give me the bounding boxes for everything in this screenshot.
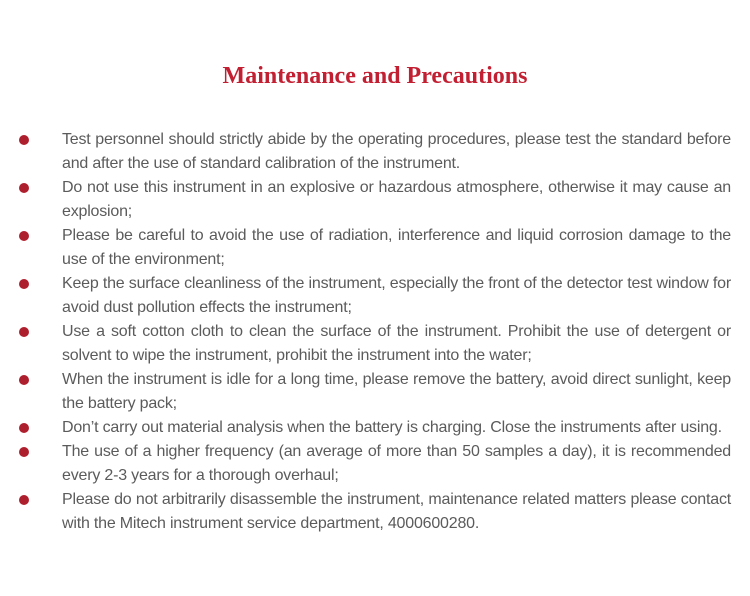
list-item-text: Please do not arbitrarily disassemble the instrument, maintenance related matters please contact with the Mitech instrument service department, 4000600280. (62, 491, 731, 532)
list-item-text: The use of a higher frequency (an average of more than 50 samples a day), it is recommended every 2-3 years for a thorough overhaul; (62, 443, 731, 484)
list-item-text: When the instrument is idle for a long time, please remove the battery, avoid direct sunlight, keep the battery pack; (62, 371, 731, 412)
list-item (0, 272, 750, 320)
bullet-icon (19, 135, 29, 145)
bullet-icon (19, 375, 29, 385)
list-item (0, 416, 750, 440)
list-item (0, 128, 750, 176)
list-item-text: Test personnel should strictly abide by the operating procedures, please test the standard before and after the use of standard calibration of the instrument. (62, 131, 731, 172)
bullet-icon (19, 183, 29, 193)
bullet-icon (19, 231, 29, 241)
list-item-text: Don’t carry out material analysis when the battery is charging. Close the instruments after using. (62, 419, 722, 436)
precautions-list (0, 128, 750, 536)
list-item (0, 224, 750, 272)
list-item (0, 320, 750, 368)
list-item-text: Do not use this instrument in an explosive or hazardous atmosphere, otherwise it may cause an explosion; (62, 179, 731, 220)
list-item-text: Please be careful to avoid the use of radiation, interference and liquid corrosion damage to the use of the environment; (62, 227, 731, 268)
list-item (0, 440, 750, 488)
list-item (0, 368, 750, 416)
bullet-icon (19, 279, 29, 289)
list-item (0, 176, 750, 224)
list-item-text: Use a soft cotton cloth to clean the surface of the instrument. Prohibit the use of detergent or solvent to wipe the instrument, prohibit the instrument into the water; (62, 323, 731, 364)
bullet-icon (19, 423, 29, 433)
bullet-icon (19, 495, 29, 505)
list-item (0, 488, 750, 536)
list-item-text: Keep the surface cleanliness of the instrument, especially the front of the detector test window for avoid dust pollution effects the instrument; (62, 275, 731, 316)
bullet-icon (19, 327, 29, 337)
page-title: Maintenance and Precautions (222, 63, 528, 89)
bullet-icon (19, 447, 29, 457)
